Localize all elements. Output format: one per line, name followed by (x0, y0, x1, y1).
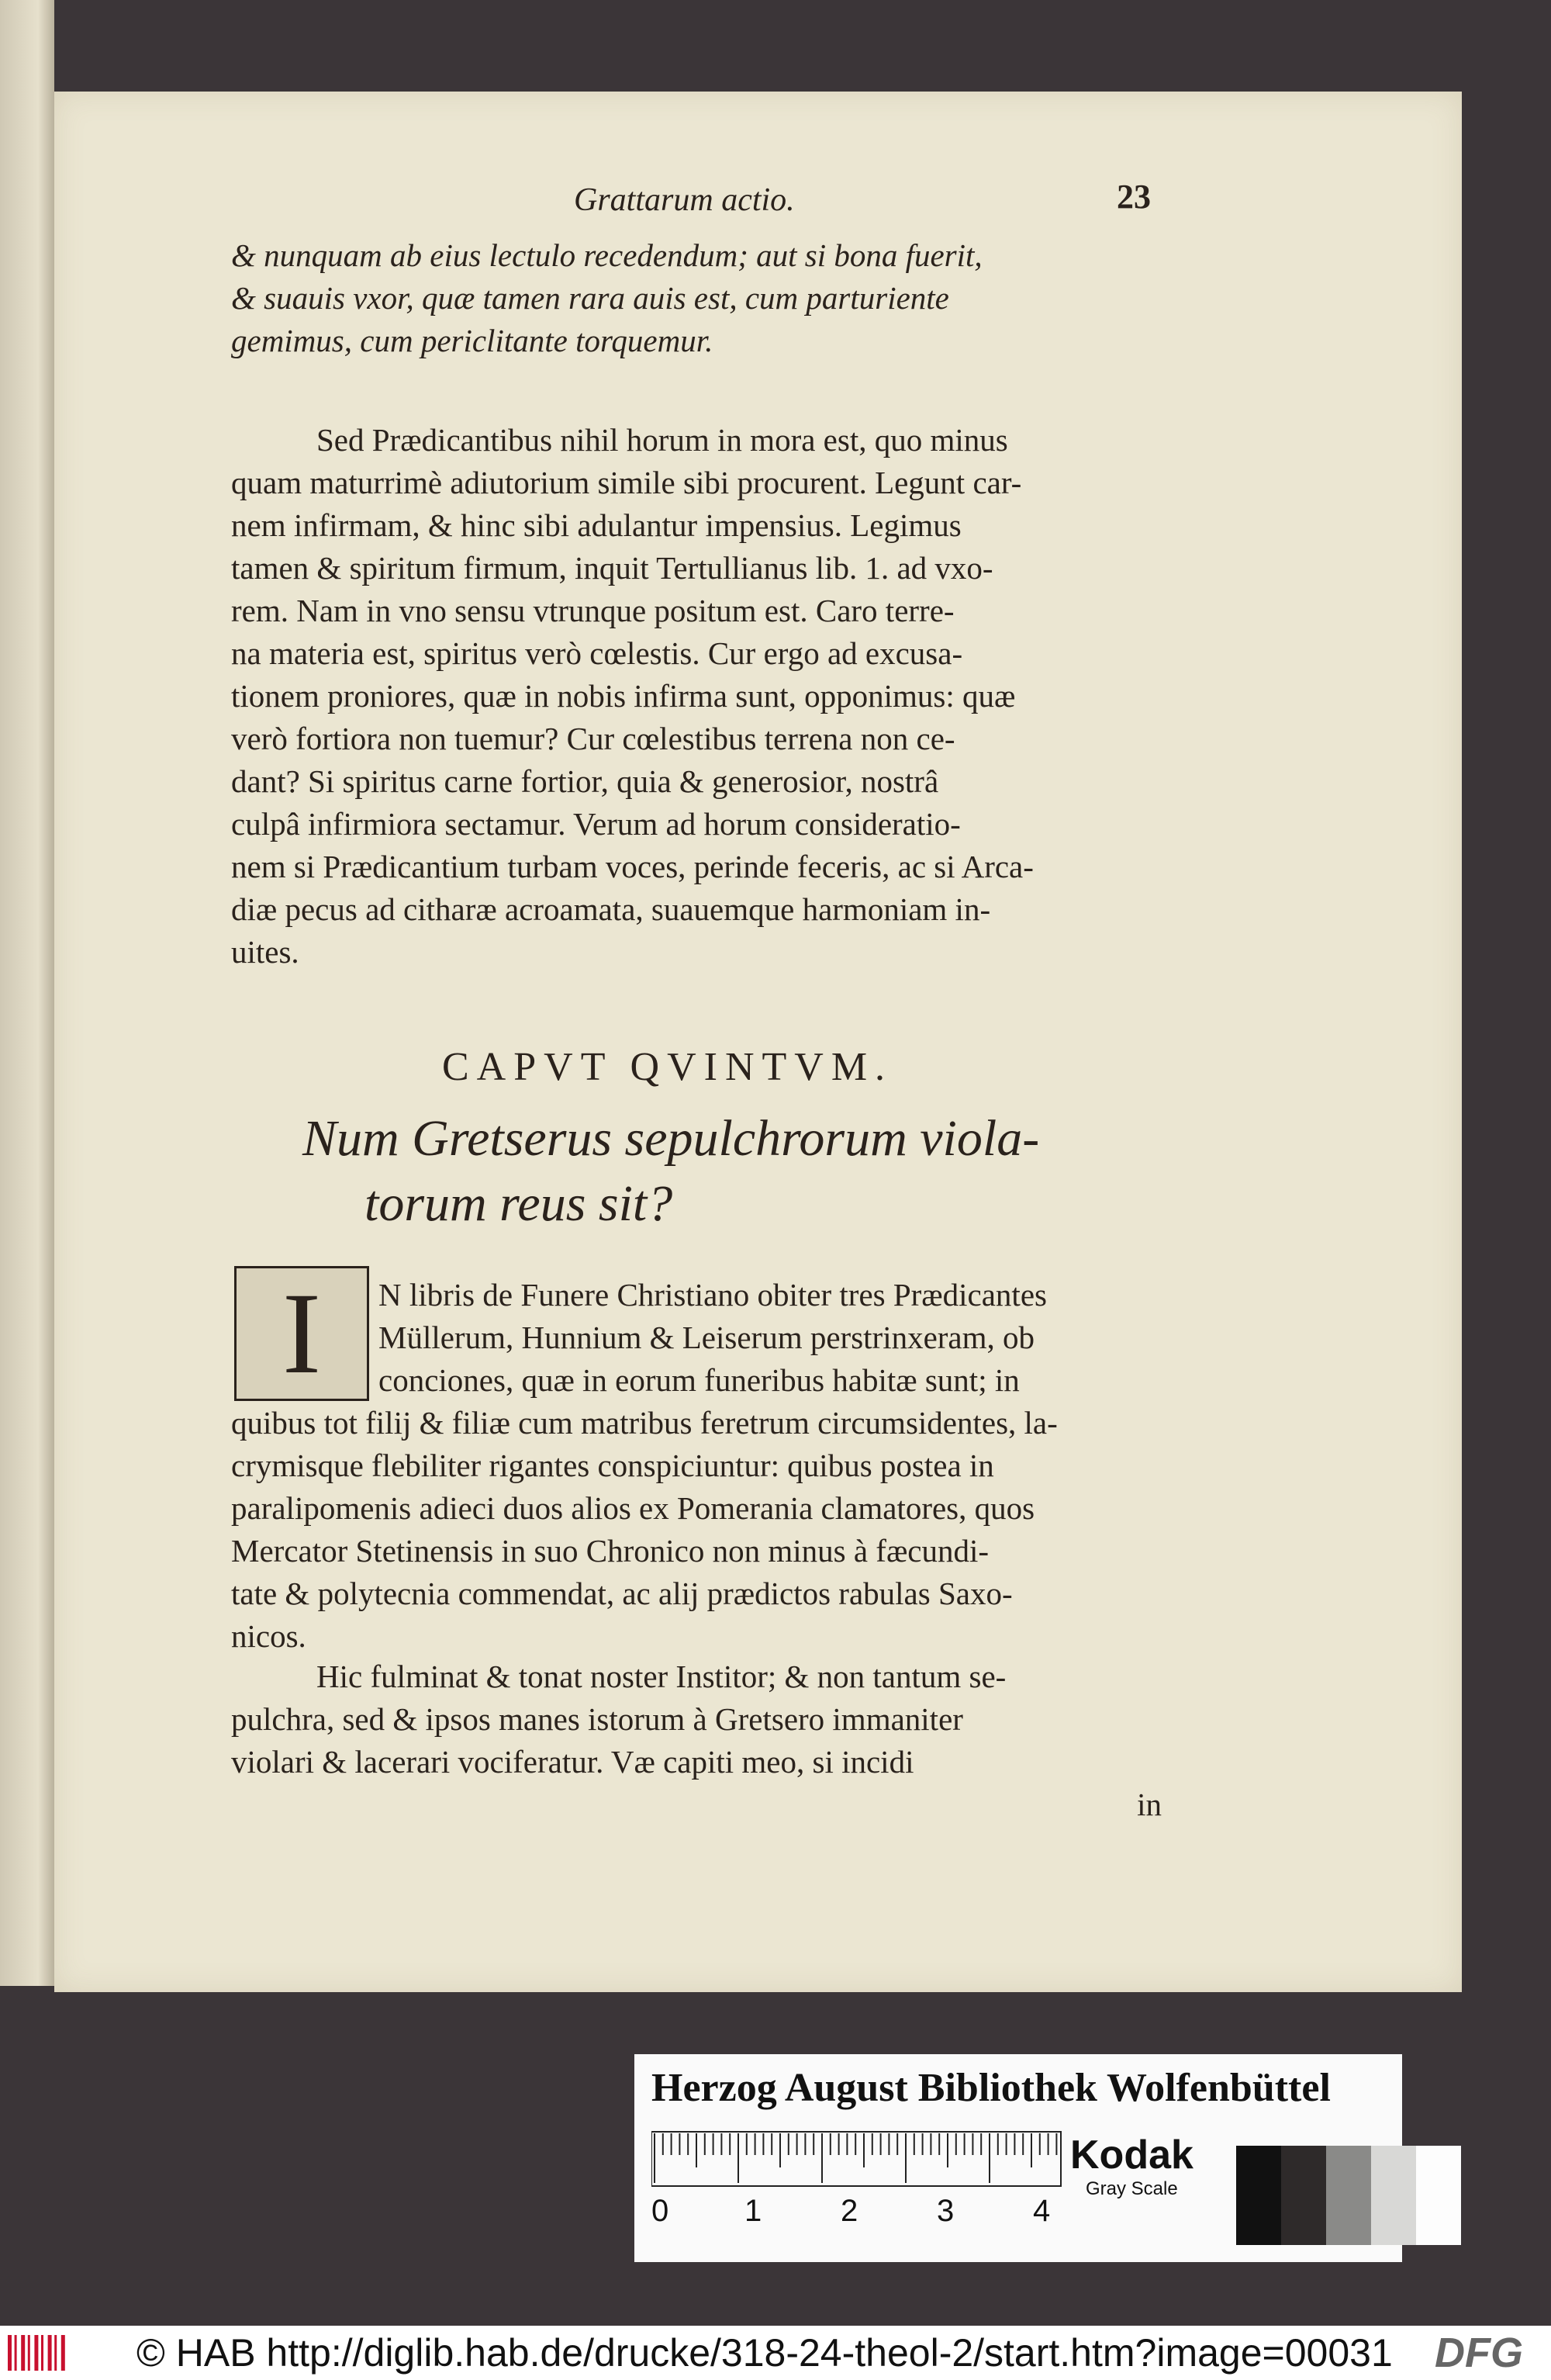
dfg-logo: DFG (1435, 2330, 1523, 2376)
footer-bar (0, 2326, 1551, 2380)
barcode-bar (8, 2335, 12, 2371)
text-line: conciones, quæ in eorum funeribus habitæ sunt; in (378, 1362, 1020, 1398)
ruler-number: 0 (651, 2194, 669, 2228)
text-line: nem si Prædicantium turbam voces, perinde feceris, ac si Arca- (231, 849, 1034, 884)
text-line: violari & lacerari vociferatur. Væ capiti meo, si incidi (231, 1744, 914, 1780)
text-line: crymisque flebiliter rigantes conspiciuntur: quibus postea in (231, 1448, 994, 1483)
barcode-bar (21, 2335, 25, 2371)
paragraph-2 (231, 419, 1162, 974)
barcode-bar (54, 2335, 57, 2371)
text-line: diæ pecus ad citharæ acroamata, suauemque harmoniam in- (231, 891, 991, 927)
barcode-bar (61, 2335, 65, 2371)
catchword: in (1137, 1787, 1162, 1822)
text-line: uites. (231, 934, 299, 970)
ruler-scale (651, 2130, 1062, 2188)
text-line: rem. Nam in vno sensu vtrunque positum est. Caro terre- (231, 593, 955, 628)
text-line: pulchra, sed & ipsos manes istorum à Gretsero immaniter (231, 1701, 963, 1737)
kodak-label: Kodak (1070, 2133, 1193, 2178)
text-line: quibus tot filij & filiæ cum matribus feretrum circumsidentes, la- (231, 1405, 1058, 1441)
library-color-card (634, 2054, 1402, 2262)
gray-scale-label: Gray Scale (1086, 2178, 1178, 2199)
ruler-numbers (651, 2194, 1062, 2233)
hab-barcode-icon (6, 2332, 68, 2374)
gray-swatch (1236, 2146, 1281, 2245)
text-line: gemimus, cum periclitante torquemur. (231, 323, 713, 358)
gray-swatch (1416, 2146, 1461, 2245)
gray-swatch (1371, 2146, 1416, 2245)
source-url[interactable]: © HAB http://diglib.hab.de/drucke/318-24-theol-2/start.htm?image=00031 (136, 2331, 1393, 2375)
gray-swatch (1281, 2146, 1326, 2245)
chapter-title (302, 1106, 1039, 1237)
text-line: Hic fulminat & tonat noster Institor; & non tantum se- (316, 1659, 1007, 1694)
text-line: nem infirmam, & hinc sibi adulantur impensius. Legimus (231, 507, 962, 543)
ruler-number: 2 (841, 2194, 858, 2228)
barcode-bar (28, 2335, 30, 2371)
ruler-number: 4 (1033, 2194, 1051, 2228)
text-line: Mercator Stetinensis in suo Chronico non minus à fæcundi- (231, 1533, 990, 1569)
gray-scale-swatches (1236, 2146, 1461, 2245)
chapter-heading: CAPVT QVINTVM. (442, 1045, 893, 1089)
text-line: nicos. (231, 1618, 306, 1654)
paragraph-3 (231, 1269, 1162, 1658)
paragraph-1 (231, 234, 1162, 362)
text-line: tamen & spiritum firmum, inquit Tertullianus lib. 1. ad vxo- (231, 550, 993, 586)
drop-cap-letter: I (282, 1269, 321, 1398)
book-page-edge (0, 0, 54, 1986)
text-line: Sed Prædicantibus nihil horum in mora est, quo minus (316, 422, 1008, 458)
chapter-title-line: torum reus sit? (364, 1175, 673, 1232)
text-line: verò fortiora non tuemur? Cur cœlestibus terrena non ce- (231, 721, 955, 756)
ruler-number: 3 (937, 2194, 955, 2228)
paragraph-4 (231, 1655, 1162, 1826)
text-line: quam maturrimè adiutorium simile sibi procurent. Legunt car- (231, 465, 1022, 500)
ruler-number: 1 (744, 2194, 762, 2228)
barcode-bar (48, 2335, 52, 2371)
chapter-title-line: Num Gretserus sepulchrorum viola- (302, 1110, 1040, 1167)
text-line: paralipomenis adieci duos alios ex Pomerania clamatores, quos (231, 1490, 1035, 1526)
text-line: dant? Si spiritus carne fortior, quia & generosior, nostrâ (231, 763, 939, 799)
gray-swatch (1326, 2146, 1371, 2245)
text-line: na materia est, spiritus verò cœlestis. Cur ergo ad excusa- (231, 635, 963, 671)
library-name: Herzog August Bibliothek Wolfenbüttel (651, 2066, 1331, 2110)
text-line: & suauis vxor, quæ tamen rara auis est, cum parturiente (231, 280, 949, 316)
text-line: Müllerum, Hunnium & Leiserum perstrinxeram, ob (378, 1320, 1035, 1355)
text-line: & nunquam ab eius lectulo recedendum; aut si bona fuerit, (231, 237, 983, 273)
text-line: tionem proniores, quæ in nobis infirma sunt, opponimus: quæ (231, 678, 1016, 714)
page-number: 23 (1117, 178, 1151, 216)
barcode-bar (41, 2335, 43, 2371)
text-line: tate & polytecnia commendat, ac alij prædictos rabulas Saxo- (231, 1576, 1013, 1611)
running-head: Grattarum actio. (574, 182, 795, 218)
text-line: culpâ infirmiora sectamur. Verum ad horum consideratio- (231, 806, 961, 842)
barcode-bar (34, 2335, 38, 2371)
text-line: N libris de Funere Christiano obiter tres Prædicantes (378, 1277, 1047, 1313)
barcode-bar (15, 2335, 17, 2371)
